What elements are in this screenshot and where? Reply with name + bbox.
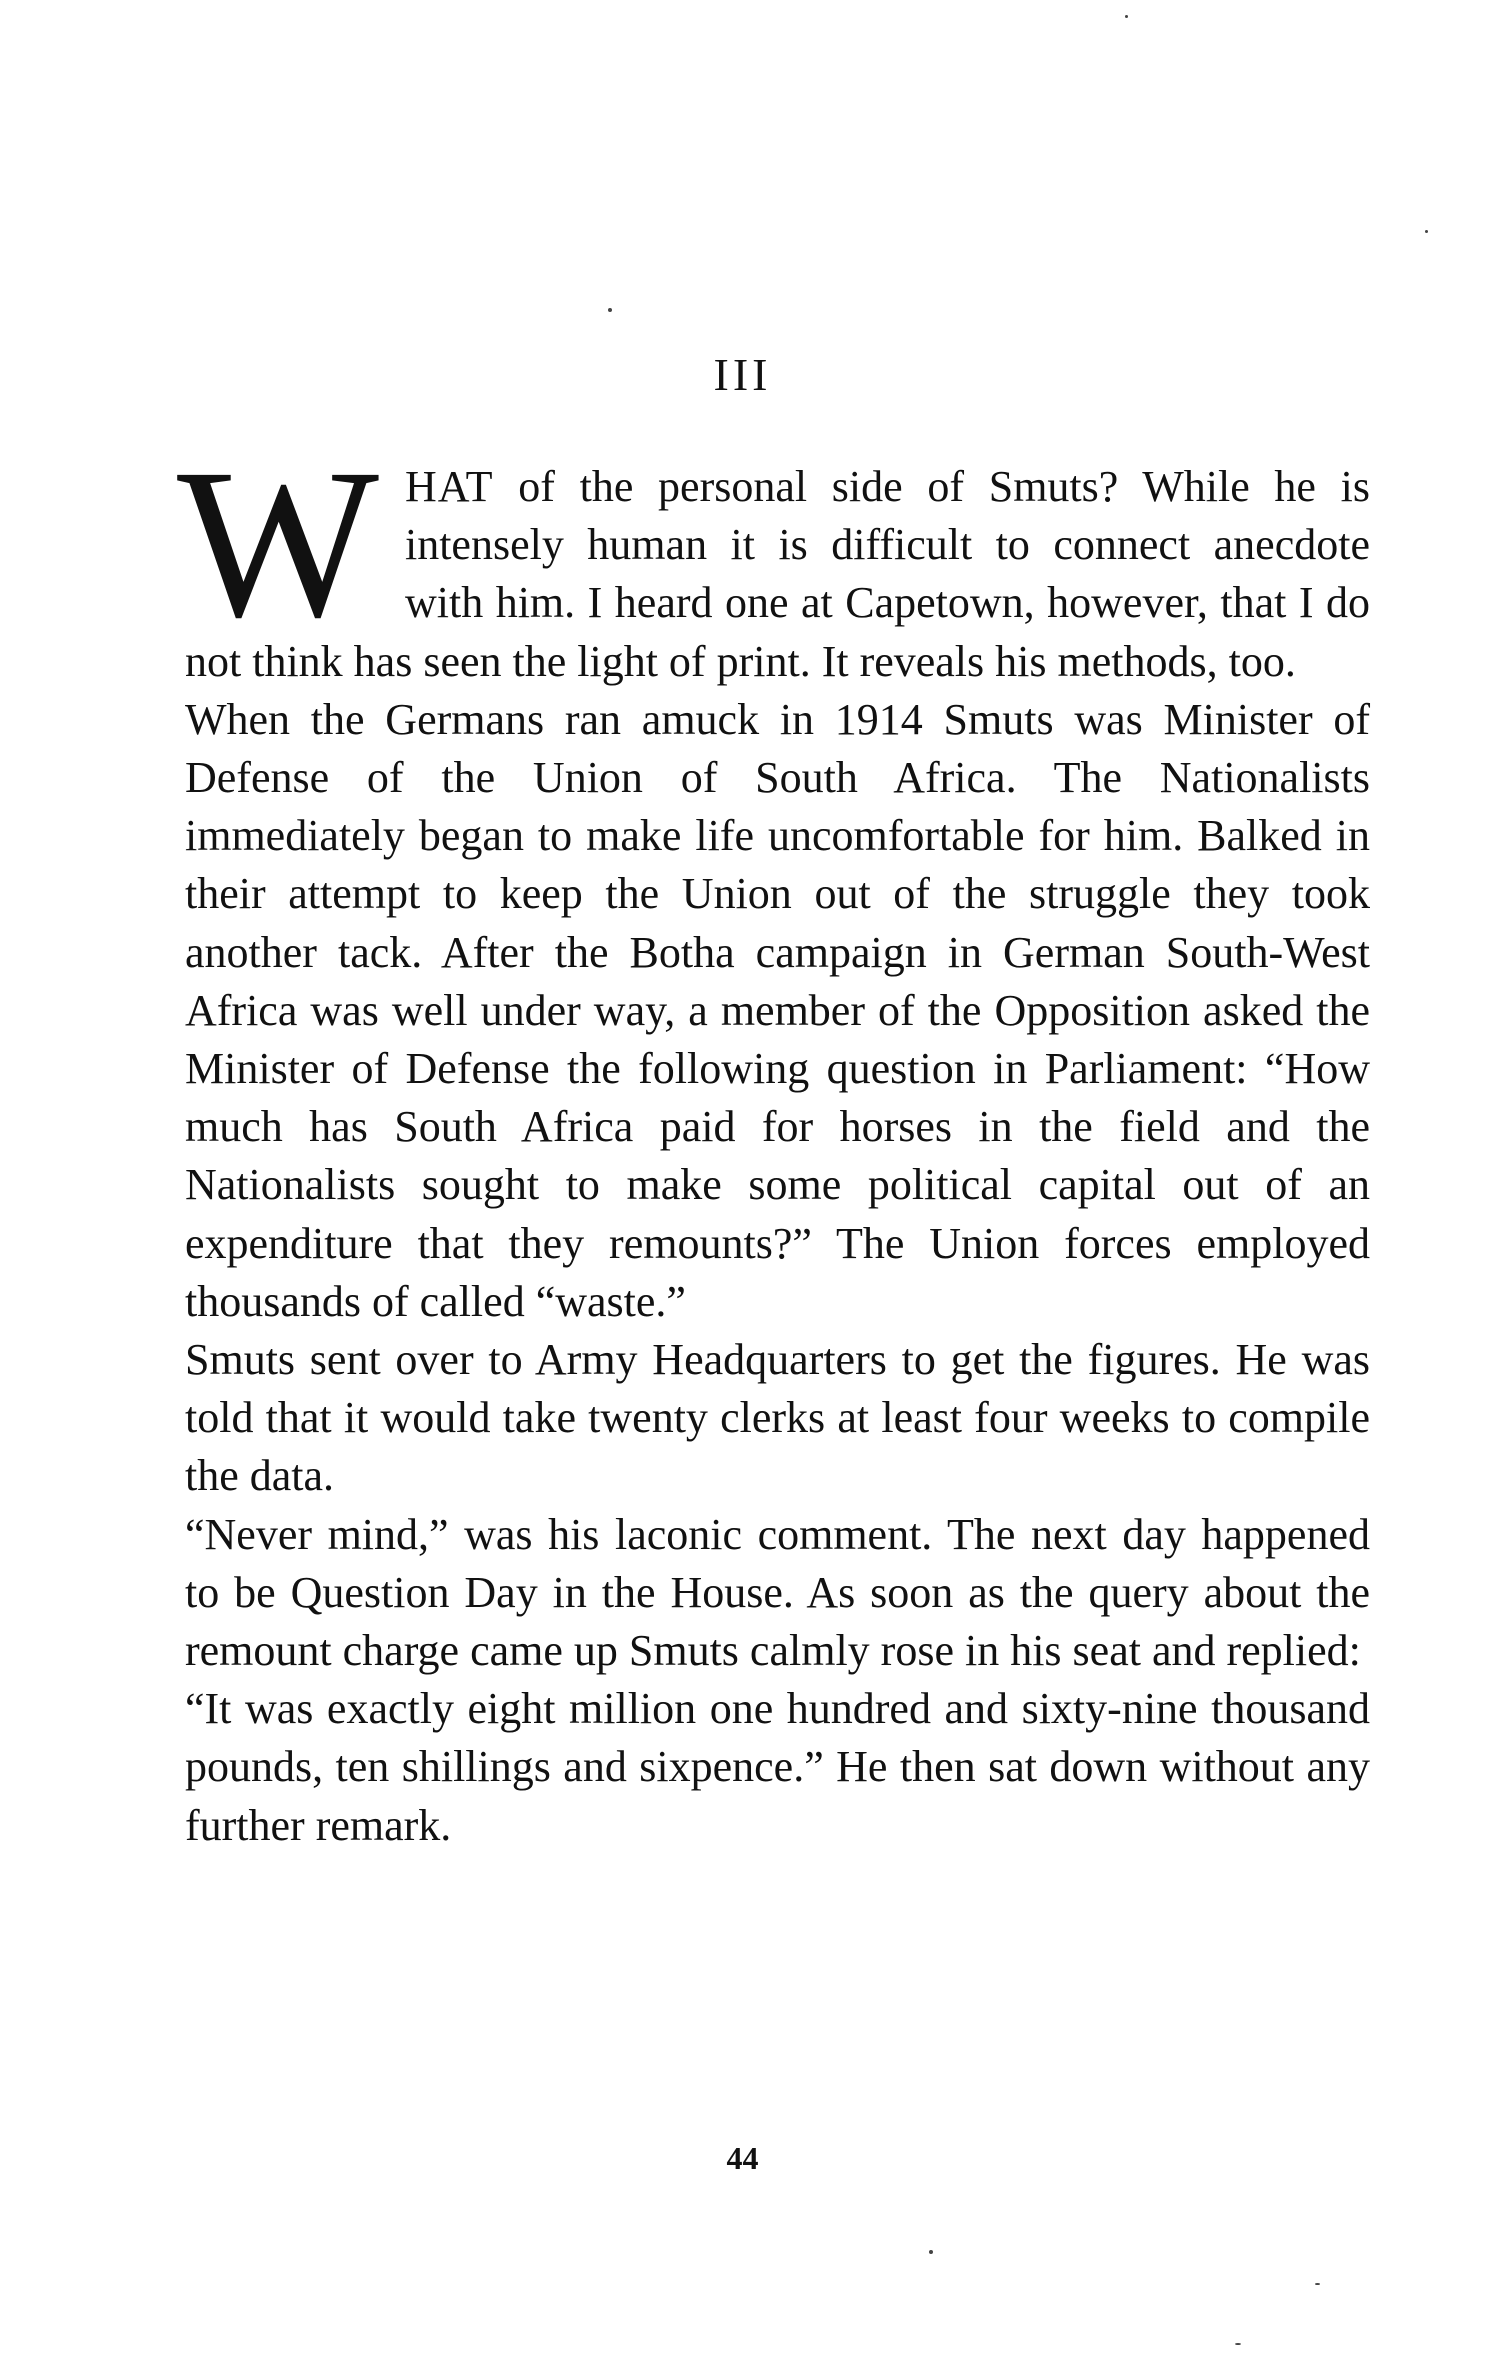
paper-speck	[1235, 2343, 1241, 2345]
paragraph: Smuts sent over to Army Headquarters to get the figures. He was told that it would take twenty clerks at least four weeks to compile the data.	[185, 1335, 1370, 1501]
paragraph: When the Germans ran amuck in 1914 Smuts was Minister of Defense of the Union of South Africa. The Nationalists immediately began to make life uncomfortable for him. Balked in their attempt to keep the Union out of the struggle they took another tack. After the Botha campaign in German South-West Africa was well under way, a member of the Opposition asked the Minister of Defense the following question in Parliament: “How much has South Africa paid for horses in the field and the Nationalists sought to make some political capital out of an expenditure that they remounts?” The Union forces employed thousands of called “waste.”	[185, 694, 1370, 1326]
chapter-heading: III	[713, 349, 772, 400]
opening-first-word: HAT	[404, 462, 494, 511]
paper-speck	[1315, 2283, 1320, 2285]
paper-speck	[608, 308, 612, 312]
opening-paragraph	[177, 425, 1370, 691]
drop-cap: W	[177, 425, 379, 662]
paper-speck	[1425, 230, 1428, 233]
paper-speck	[1125, 15, 1128, 18]
paper-speck	[929, 2250, 933, 2254]
opening-text: of the personal side of Smuts? While he is intensely human it is difficult to connect anecdote with him. I heard one at Capetown, however, that I do not think has seen the light of print. It reveals his methods, too.	[185, 462, 1370, 686]
body-text	[177, 425, 1370, 1855]
paragraph: “It was exactly eight million one hundred and sixty-nine thousand pounds, ten shillings and sixpence.” He then sat down without any further remark.	[185, 1684, 1370, 1850]
page-number: 44	[726, 2140, 759, 2176]
paragraph: “Never mind,” was his laconic comment. The next day happened to be Question Day in the House. As soon as the query about the remount charge came up Smuts calmly rose in his seat and replied:	[185, 1509, 1370, 1676]
